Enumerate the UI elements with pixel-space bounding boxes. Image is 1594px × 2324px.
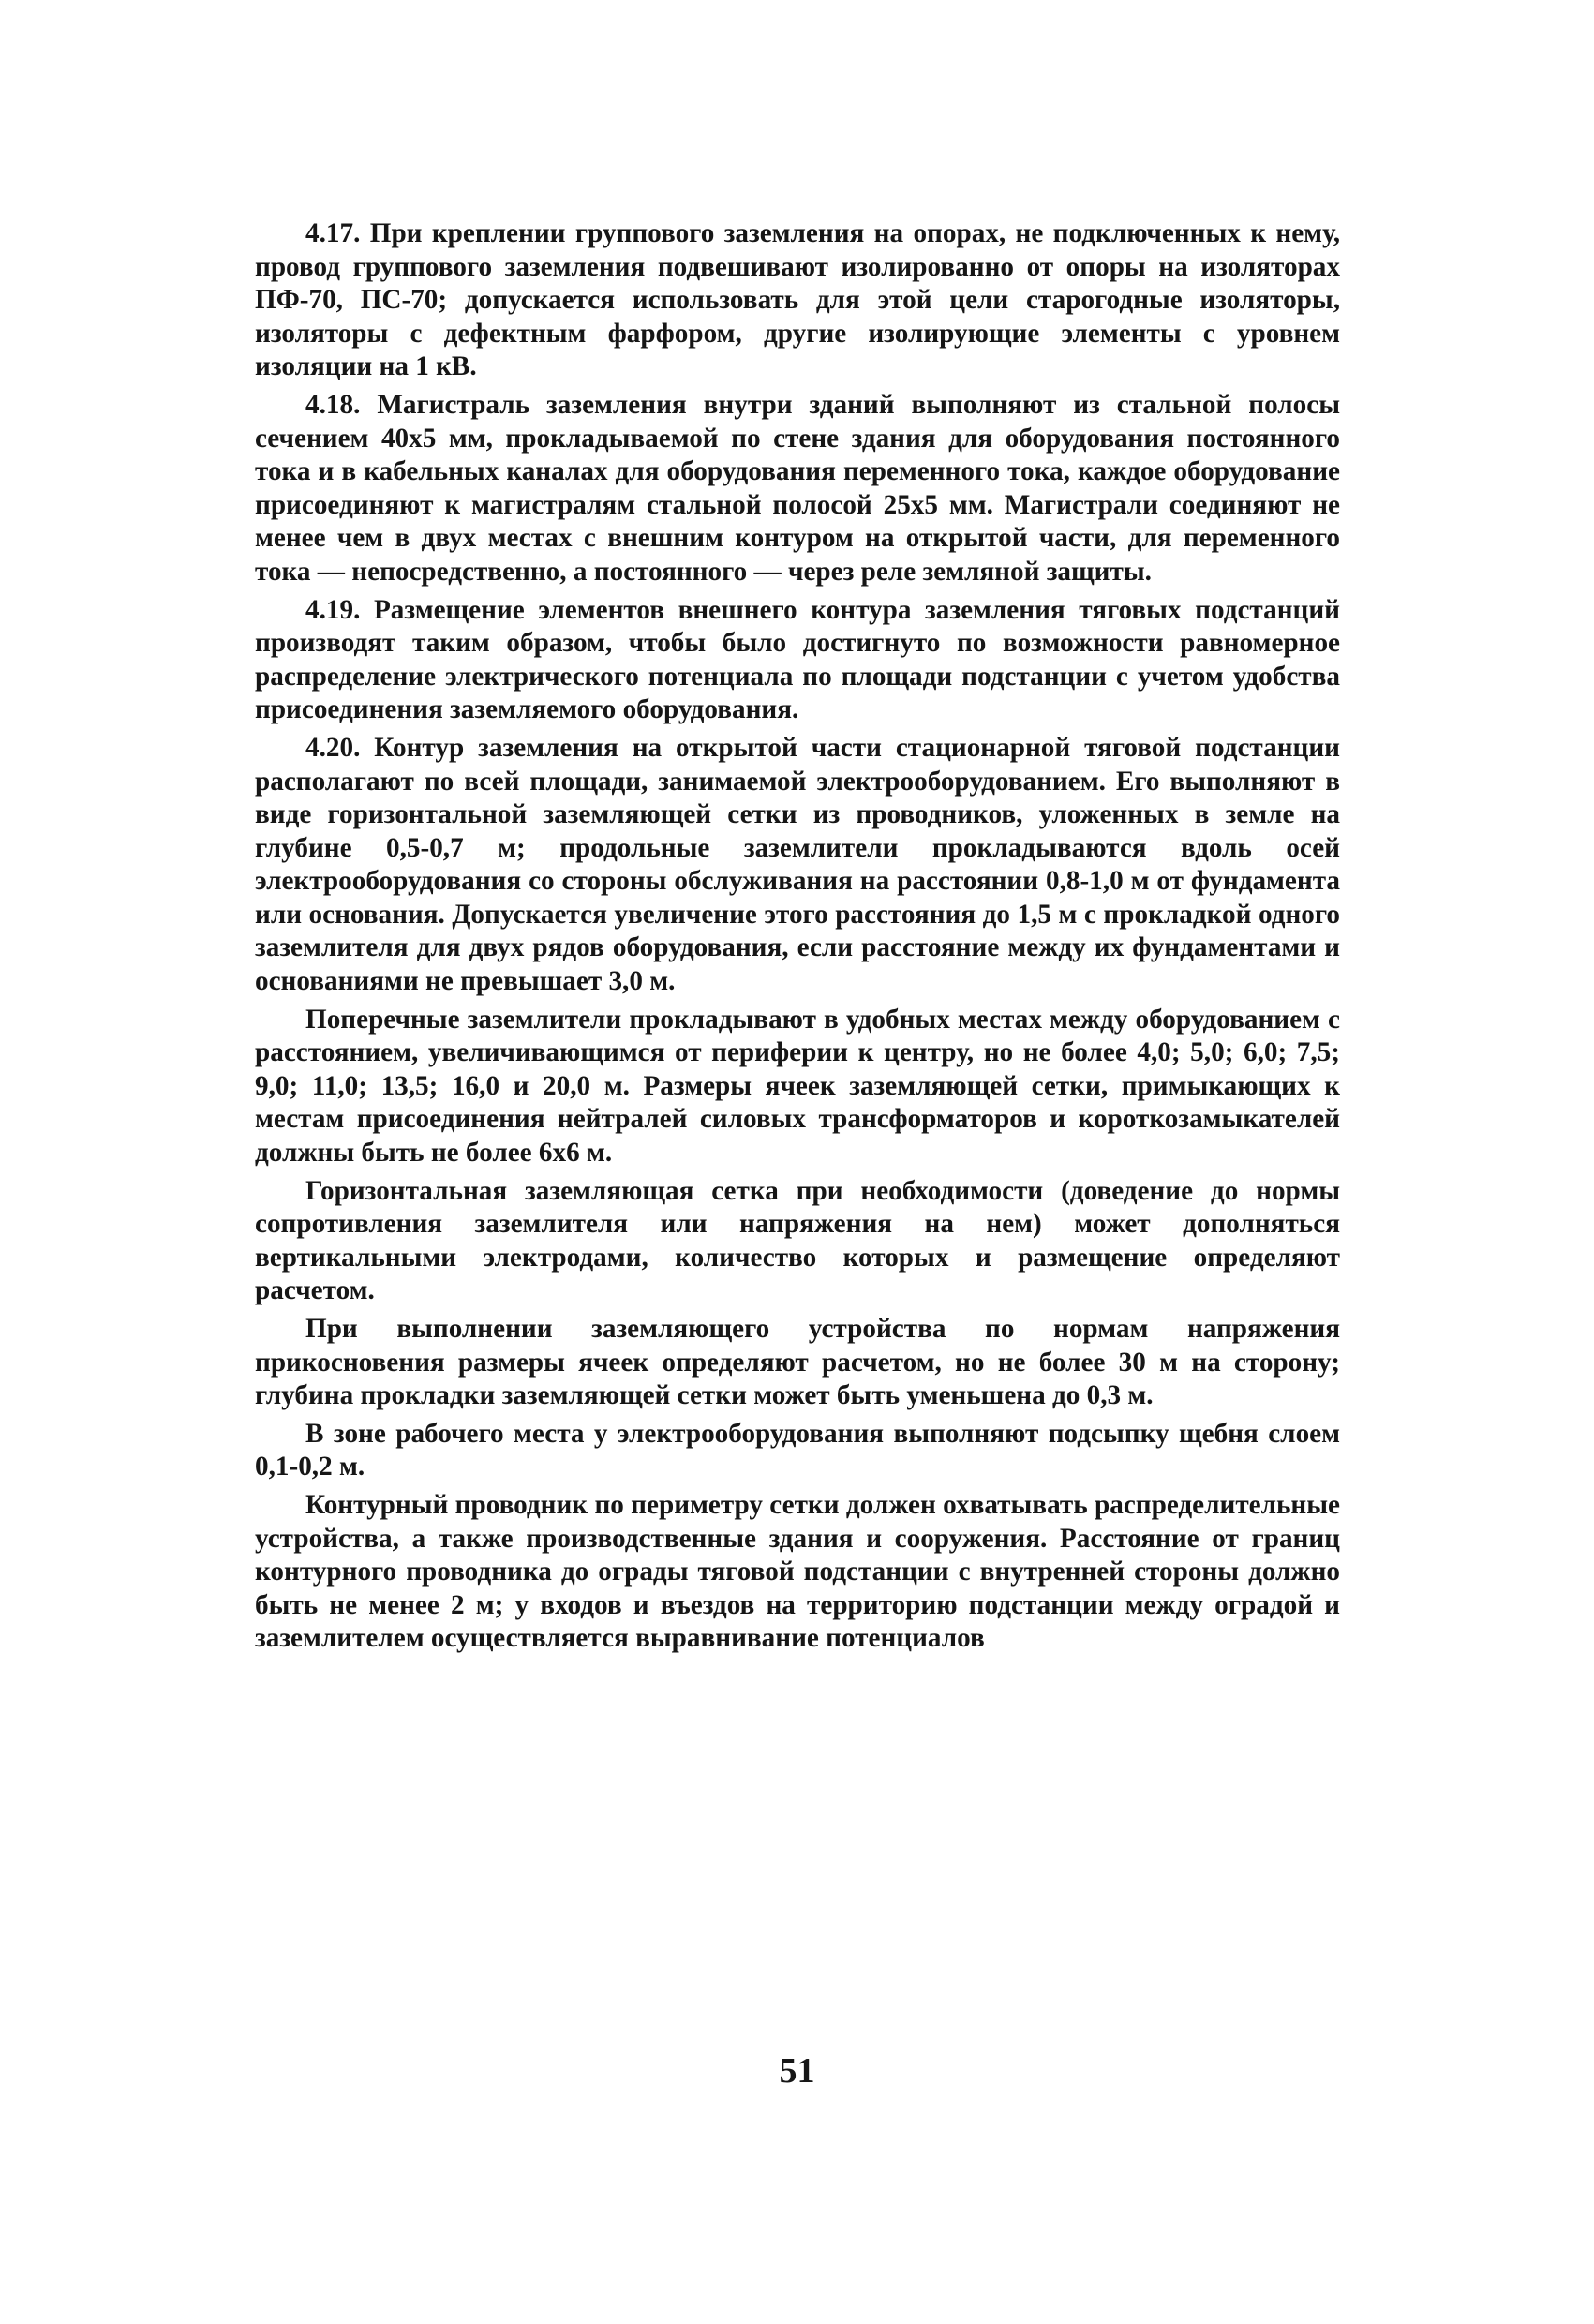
paragraph-4-19: 4.19. Размещение элементов внешнего контура заземления тяговых подстанций производят таким образом, чтобы было достигнуто по возможности равномерное распределение электрического потенциала по площади подстанции с учетом удобства присоединения заземляемого оборудования.	[255, 594, 1340, 725]
paragraph-transverse-grounding: Поперечные заземлители прокладывают в удобных местах между оборудованием с расстоянием, увеличивающимся от периферии к центру, но не более 4,0; 5,0; 6,0; 7,5; 9,0; 11,0; 13,5; 16,0 и 20,0 м. Размеры ячеек заземляющей сетки, примыкающих к местам присоединения нейтралей силовых трансформаторов и короткозамыкателей должны быть не более 6х6 м.	[255, 1004, 1340, 1169]
paragraph-contour-conductor: Контурный проводник по периметру сетки должен охватывать распределительные устройства, а также производственные здания и сооружения. Расстояние от границ контурного проводника до ограды тяговой подстанции с внутренней стороны должно быть не менее 2 м; у входов и въездов на территорию подстанции между оградой и заземлителем осуществляется выравнивание потенциалов	[255, 1489, 1340, 1654]
paragraph-horizontal-grid: Горизонтальная заземляющая сетка при необходимости (доведение до нормы сопротивления заземлителя или напряжения на нем) может дополняться вертикальными электродами, количество которых и размещение определяют расчетом.	[255, 1175, 1340, 1306]
paragraph-touch-voltage: При выполнении заземляющего устройства по нормам напряжения прикосновения размеры ячеек определяют расчетом, но не более 30 м на сторону; глубина прокладки заземляющей сетки может быть уменьшена до 0,3 м.	[255, 1314, 1340, 1411]
paragraph-4-20: 4.20. Контур заземления на открытой части стационарной тяговой подстанции располагают по всей площади, занимаемой электрооборудованием. Его выполняют в виде горизонтальной заземляющей сетки из проводников, уложенных в земле на глубине 0,5-0,7 м; продольные заземлители прокладываются вдоль осей электрооборудования со стороны обслуживания на расстоянии 0,8-1,0 м от фундамента или основания. Допускается увеличение этого расстояния до 1,5 м с прокладкой одного заземлителя для двух рядов оборудования, если расстояние между их фундаментами и основаниями не превышает 3,0 м.	[255, 732, 1340, 997]
paragraph-gravel-layer: В зоне рабочего места у электрооборудования выполняют подсыпку щебня слоем 0,1-0,2 м.	[255, 1418, 1340, 1482]
paragraph-4-18: 4.18. Магистраль заземления внутри зданий выполняют из стальной полосы сечением 40х5 мм, прокладываемой по стене здания для оборудования постоянного тока и в кабельных каналах для оборудования переменного тока, каждое оборудование присоединяют к магистралям стальной полосой 25х5 мм. Магистрали соединяют не менее чем в двух местах с внешним контуром на открытой части, для переменного тока — непосредственно, а постоянного — через реле земляной защиты.	[255, 389, 1340, 587]
body-text	[255, 217, 1340, 1661]
paragraph-4-17: 4.17. При креплении группового заземления на опорах, не подключенных к нему, провод группового заземления подвешивают изолированно от опоры на изоляторах ПФ-70, ПС-70; допускается использовать для этой цели старогодные изоляторы, изоляторы с дефектным фарфором, другие изолирующие элементы с уровнем изоляции на 1 кВ.	[255, 218, 1340, 382]
page-number: 51	[779, 2051, 815, 2091]
